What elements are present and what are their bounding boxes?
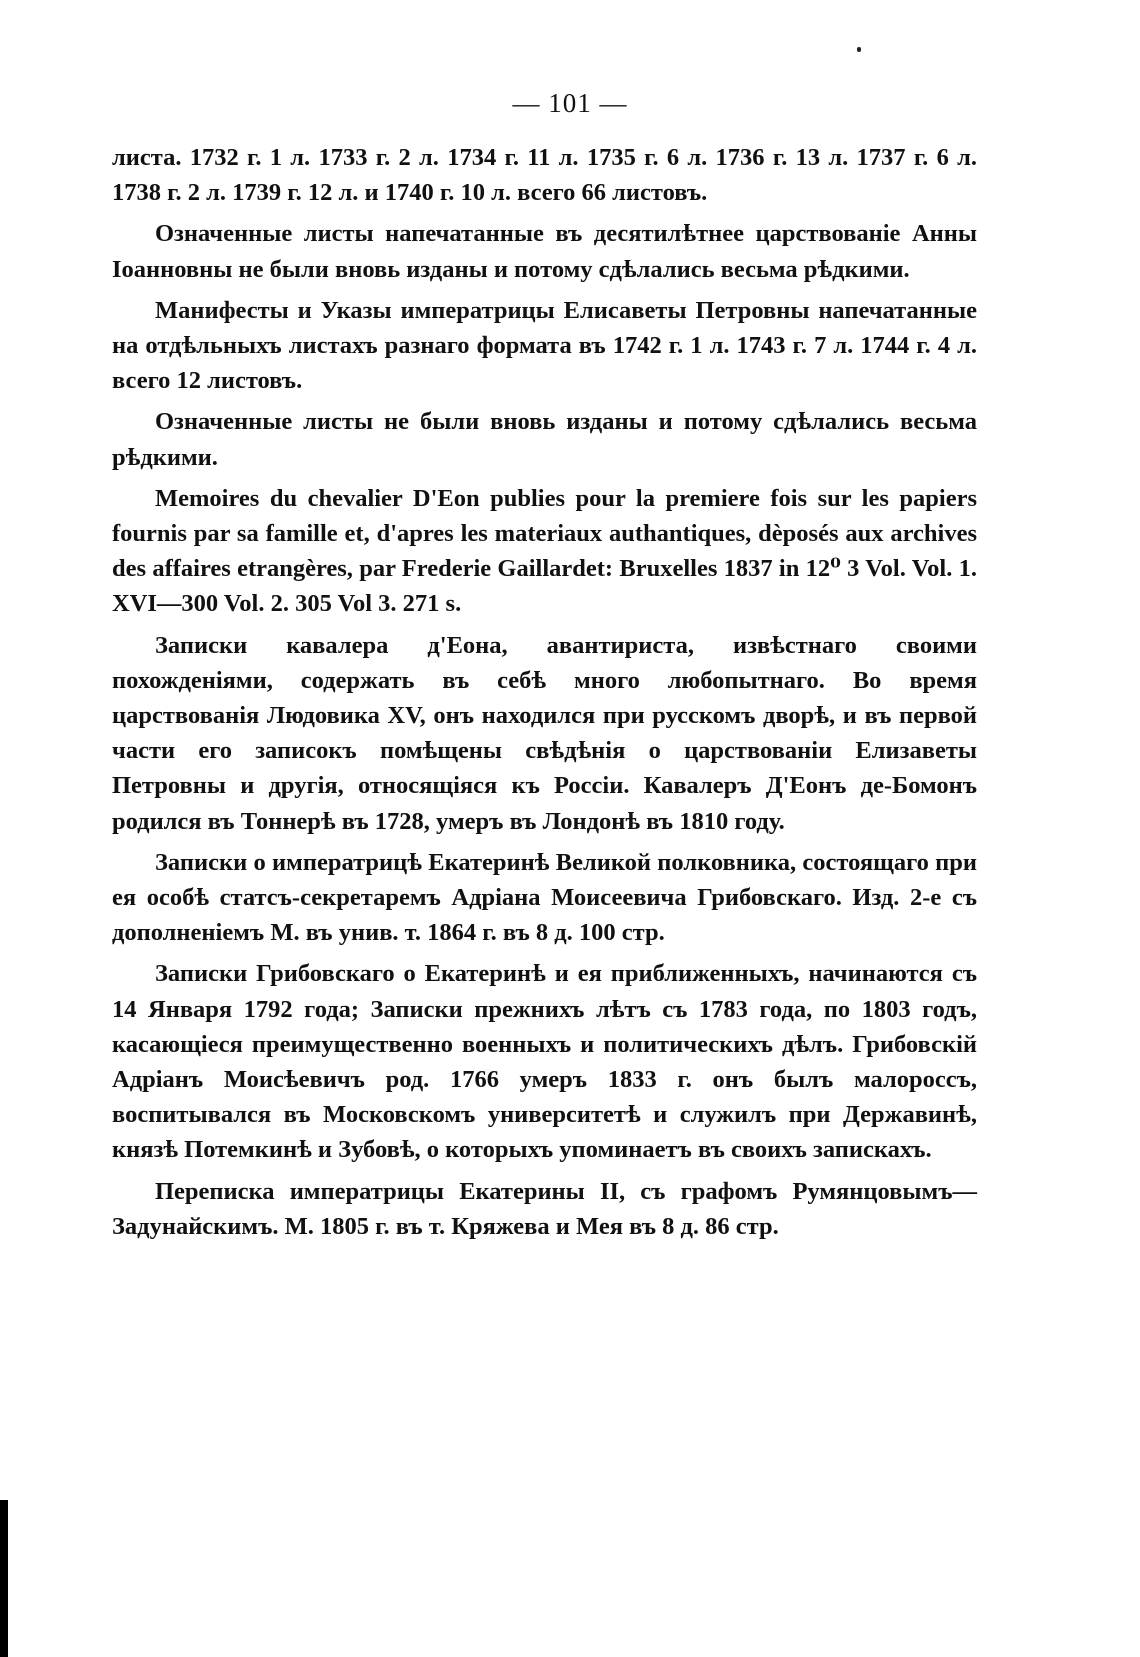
paragraph (112, 404, 977, 474)
text-body (112, 140, 977, 1250)
paragraph (112, 956, 977, 1167)
paragraph (112, 293, 977, 399)
paragraph-heading: Записки (155, 848, 248, 876)
paragraph-text: о императрицѣ Екатеринѣ Великой полковника, состоящаго при ея особѣ статсъ-секретаремъ Адріана Моисеевича Грибовскаго. Изд. 2-е съ дополненіемъ М. въ унив. т. 1864 г. въ 8 д. 100 стр. (112, 848, 977, 947)
paragraph (112, 481, 977, 622)
paragraph-heading: Манифесты (155, 296, 289, 324)
paragraph-text: и Указы императрицы Елисаветы Петровны напечатанные на отдѣльныхъ листахъ разнаго формата въ 1742 г. 1 л. 1743 г. 7 л. 1744 г. 4 л. всего 12 листовъ. (112, 296, 977, 395)
paragraph-text: Записки кавалера д'Еона, авантириста, извѣстнаго своими похожденіями, содержать въ себѣ много любопытнаго. Во время царствованія Людовика XV, онъ находился при русскомъ дворѣ, и въ первой части его записокъ помѣщены свѣдѣнія о царствованіи Елизаветы Петровны и другія, относящіяся къ Россіи. Кавалеръ Д'Еонъ де-Бомонъ родился въ Тоннерѣ въ 1728, умеръ въ Лондонѣ въ 1810 году. (112, 631, 977, 835)
paragraph (112, 216, 977, 286)
paragraph-heading: Переписка (155, 1177, 275, 1205)
paragraph-text: императрицы Екатерины II, съ графомъ Румянцовымъ—Задунайскимъ. М. 1805 г. въ т. Кряжева и Мея въ 8 д. 86 стр. (112, 1177, 977, 1240)
paragraph (112, 628, 977, 839)
page-number: — 101 — (512, 88, 628, 118)
paragraph-text: du chevalier D'Eon publies pour la premiere fois sur les papiers fournis par sa famille et, d'apres les materiaux authantiques, dèposés aux archives des affaires etrangères, par Frederie Gaillardet: Bruxelles 1837 in 12⁰ 3 Vol. Vol. 1. XVI—300 Vol. 2. 305 Vol 3. 271 s. (112, 484, 977, 618)
paragraph-text: Означенные листы напечатанные въ десятилѣтнее царствованіе Анны Іоанновны не были вновь изданы и потому сдѣлались весьма рѣдкими. (112, 220, 977, 283)
paragraph (112, 845, 977, 951)
scan-edge-bar (0, 1500, 8, 1657)
ink-speck (857, 47, 861, 52)
paragraph-heading: Memoires (155, 484, 260, 512)
paragraph (112, 1174, 977, 1244)
paragraph-text: Записки Грибовскаго о Екатеринѣ и ея приближенныхъ, начинаются съ 14 Января 1792 года; Записки прежнихъ лѣтъ съ 1783 года, по 1803 годъ, касающіеся преимущественно военныхъ и политическихъ дѣлъ. Грибовскій Адріанъ Моисѣевичъ род. 1766 умеръ 1833 г. онъ былъ малороссъ, воспитывался въ Московскомъ университетѣ и служилъ при Державинѣ, князѣ Потемкинѣ и Зубовѣ, о которыхъ упоминаетъ въ своихъ запискахъ. (112, 960, 977, 1164)
paragraph-continuation (112, 140, 977, 210)
paragraph-text: Означенные листы не были вновь изданы и потому сдѣлались весьма рѣдкими. (112, 408, 977, 471)
paragraph-text: листа. 1732 г. 1 л. 1733 г. 2 л. 1734 г. 11 л. 1735 г. 6 л. 1736 г. 13 л. 1737 г. 6 л. 1738 г. 2 л. 1739 г. 12 л. и 1740 г. 10 л. всего 66 листовъ. (112, 144, 977, 207)
